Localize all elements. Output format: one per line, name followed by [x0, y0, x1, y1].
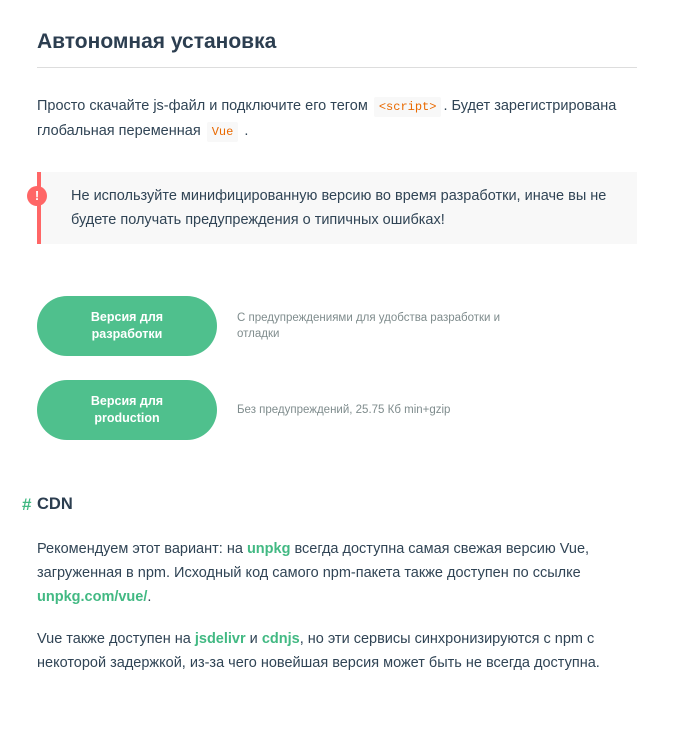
intro-text-1: Просто скачайте js-файл и подключите его тегом	[37, 98, 368, 114]
cdnjs-link[interactable]: cdnjs	[261, 631, 300, 647]
jsdelivr-link[interactable]: jsdelivr	[194, 631, 246, 647]
cdn-paragraph-1	[37, 537, 637, 609]
cdn-p1-text-1: Рекомендуем этот вариант: на	[37, 541, 243, 557]
warning-callout	[34, 172, 637, 244]
cdn-p2-text-1: Vue также доступен на	[37, 631, 191, 647]
download-dev-button[interactable]: Версия для разработки	[37, 296, 217, 356]
cdn-paragraph-2	[37, 627, 637, 675]
download-prod-button[interactable]: Версия для production	[37, 380, 217, 440]
intro-paragraph	[37, 94, 637, 144]
cdn-p2-and: и	[249, 631, 258, 647]
unpkg-link[interactable]: unpkg	[246, 541, 291, 557]
vue-global-code: Vue	[207, 122, 239, 142]
warning-text: Не используйте минифицированную версию во время разработки, иначе вы не будете получать предупреждения о типичных ошибках!	[71, 188, 607, 228]
cdn-anchor-link[interactable]: #	[22, 495, 32, 514]
warning-icon: !	[27, 186, 47, 206]
section-title: Автономная установка	[37, 30, 637, 68]
script-tag-code: <script>	[374, 97, 442, 117]
cdn-heading: CDN	[37, 495, 73, 513]
download-dev-description: С предупреждениями для удобства разработки и отладки	[237, 312, 501, 340]
unpkg-source-link[interactable]: unpkg.com/vue/	[37, 589, 148, 605]
download-prod-description: Без предупреждений, 25.75 Кб min+gzip	[237, 404, 451, 416]
cdn-p1-text-3: .	[147, 589, 152, 605]
intro-text-3: .	[244, 123, 249, 139]
cdn-p1-text-2: всегда доступна самая свежая версию Vue, загруженная в npm. Исходный код самого npm-пакета также доступен по ссылке	[37, 541, 590, 581]
intro-text-2: . Будет зарегистрирована глобальная переменная	[37, 98, 617, 139]
cdn-p2-text-2: , но эти сервисы синхронизируются с npm с некоторой задержкой, из-за чего новейшая версия может быть не всегда доступна.	[37, 631, 600, 671]
